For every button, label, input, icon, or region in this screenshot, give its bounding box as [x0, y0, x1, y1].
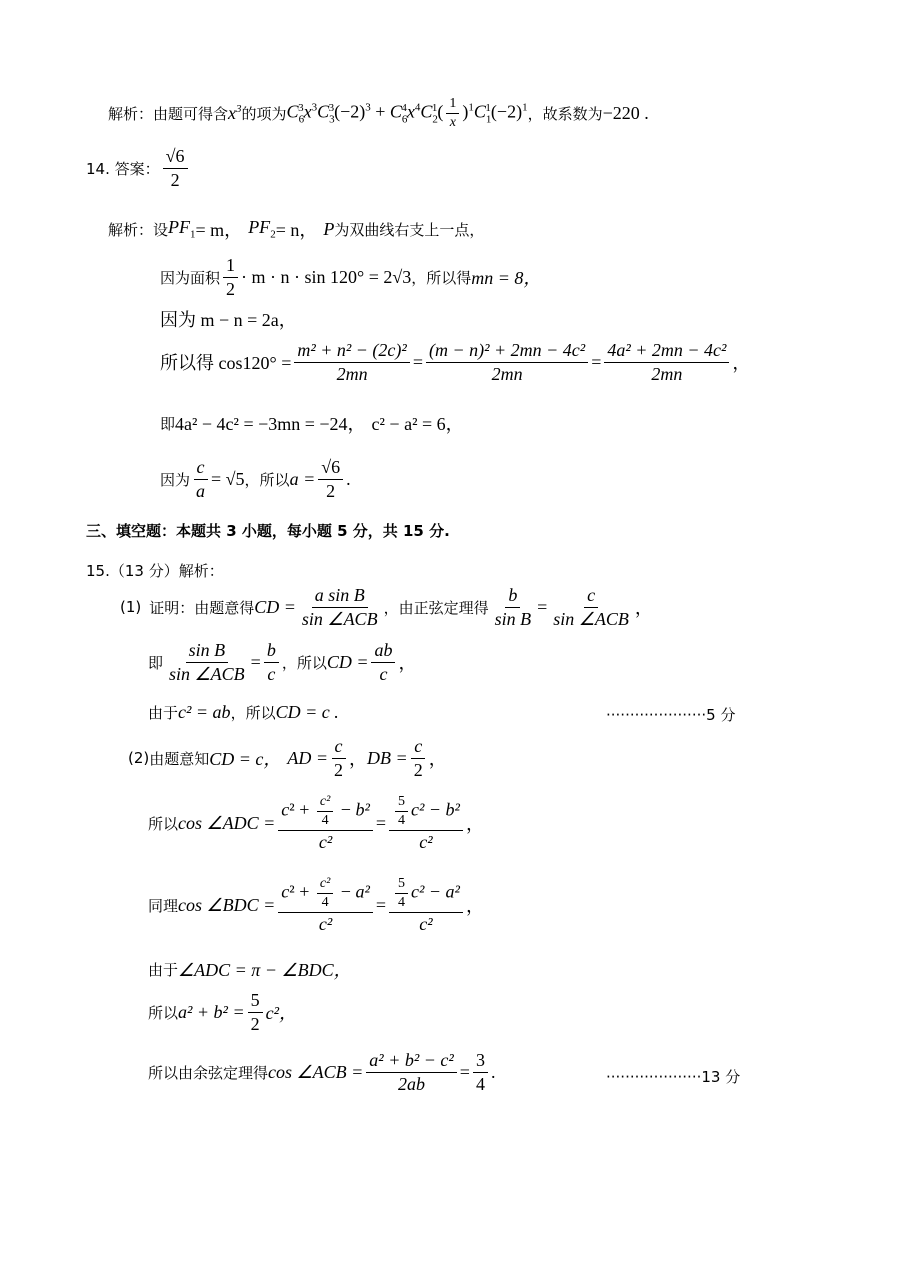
- end-text: ，故系数为: [527, 105, 603, 124]
- cos120-label: 所以得 cos120° =: [160, 353, 292, 374]
- fraction-3: $\frac{\text{4a² + 2mn − 4c²}}{2mn}$: [604, 340, 729, 384]
- text: ，所以: [281, 653, 327, 672]
- q15-cos-bdc: 同理 cos ∠BDC = c² + $\frac{\text{c²}}{4}$ − a² c² = $\frac{5}{4}$ c² − a² c² ，: [148, 876, 484, 935]
- q13-analysis-line: [108, 96, 649, 131]
- q15-cos-acb: 所以由余弦定理得 cos ∠ACB = $\frac{\text{a² + b² − c²}}{2ab}$ = $\frac{3}{4}$ .: [148, 1050, 496, 1094]
- part-label: (2): [128, 749, 150, 768]
- db-equals: DB =: [367, 747, 408, 768]
- cd-equals: CD =: [254, 596, 296, 617]
- half-fraction: $\frac{1}{2}$: [223, 255, 238, 299]
- sqrt5: = √5: [211, 468, 245, 489]
- point-p: P: [323, 218, 335, 239]
- q15-p2-line1: (2) 由题意知 CD = c， AD = $\frac{c}{2}$ ， DB = $\frac{c}{2}$ ，: [128, 736, 447, 780]
- fraction-3-4: $\frac{3}{4}$: [473, 1050, 488, 1094]
- fraction-ab-over-c: $\frac{ab}{c}$: [371, 640, 395, 684]
- period: .: [346, 468, 351, 489]
- text: 证明：由题意得: [149, 598, 255, 617]
- eq2: = n，: [275, 220, 318, 240]
- fraction-cosine-law: $\frac{\text{a² + b² − c²}}{2ab}$: [366, 1050, 456, 1094]
- text: 由于: [148, 704, 179, 722]
- cd-equals-c: CD = c，: [209, 749, 282, 770]
- q15-angle-relation: [148, 956, 352, 982]
- text: 即: [148, 653, 164, 672]
- section-title: 三、填空题：本题共 3 小题，每小题 5 分，共 15 分.: [86, 522, 450, 540]
- c-over-a: $\frac{c}{a}$: [193, 457, 208, 501]
- fraction-cd: $\frac{\text{a sin B}}{\text{sin ∠ACB}}$: [301, 585, 378, 629]
- q15-sum-squares: [148, 990, 297, 1034]
- q14-line1: [108, 216, 484, 242]
- mn-value: mn = 8，: [471, 268, 542, 289]
- c-squared: c²，: [265, 1003, 297, 1024]
- analysis-label: 解析：: [108, 220, 154, 239]
- q15-cos-adc: 所以 cos ∠ADC = c² + $\frac{\text{c²}}{4}$ − b² c² = $\frac{5}{4}$ c² − b² c² ，: [148, 794, 484, 853]
- cos-adc-label: cos ∠ADC =: [178, 812, 276, 833]
- q14-line5: [160, 410, 464, 436]
- fraction-b: $\frac{b}{\text{sin B}}$: [494, 585, 532, 629]
- text: ，由正弦定理得: [383, 598, 489, 617]
- text: 因为: [160, 470, 191, 489]
- text: 设: [153, 220, 169, 239]
- score-marker-5: ·····················5 分: [606, 706, 736, 724]
- fraction-c2: $\frac{c}{2}$: [331, 736, 346, 780]
- analysis-text: 由题可得含: [153, 105, 229, 124]
- q14-line3: [160, 306, 297, 332]
- text: ，所以: [230, 704, 276, 722]
- text: 同理: [148, 896, 179, 915]
- q15-p1-line1: (1) 证明：由题意得 CD = $\frac{\text{a sin B}}{\text{sin ∠ACB}}$ ，由正弦定理得 $\frac{b}{\text{sin B}}$ = $\frac{c}{\text{sin ∠ACB}}$ ，: [120, 585, 653, 629]
- q14-answer: $\frac{√6}{2}$: [163, 146, 188, 190]
- fraction-c2: $\frac{c}{2}$: [411, 736, 426, 780]
- cos-bdc-label: cos ∠BDC =: [178, 894, 276, 915]
- fraction-c: $\frac{c}{\text{sin ∠ACB}}$: [553, 585, 629, 629]
- text: ，所以得: [411, 268, 472, 287]
- text: 所以: [148, 1003, 179, 1022]
- q14-line2: [160, 255, 541, 299]
- eq1: = m，: [195, 220, 243, 240]
- q14-line4: 所以得 cos120° = $\frac{\text{m² + n² − (2c)²}}{2mn}$ = $\frac{\text{(m − n)² + 2mn − 4c²}}{2mn}$ = $\frac{\text{4a² + 2mn − 4c²}}{2mn}$ ，: [160, 340, 751, 384]
- cd-equals-c: CD = c .: [275, 702, 339, 722]
- a-value: $\frac{√6}{2}$: [318, 457, 343, 501]
- fraction-5-2: $\frac{5}{2}$: [248, 990, 263, 1034]
- q15-p1-line2: 即 $\frac{\text{sin B}}{\text{sin ∠ACB}}$ = $\frac{b}{c}$ ，所以 CD = $\frac{ab}{c}$ ，: [148, 640, 417, 684]
- q15-label: 15.（13 分）解析：: [86, 562, 224, 580]
- sum-squares: a² + b² =: [178, 1001, 245, 1022]
- fraction-adc-2: $\frac{5}{4}$ c² − b² c²: [389, 794, 463, 853]
- text: ，所以: [244, 470, 290, 489]
- pf2: $PF_2$: [248, 217, 276, 241]
- fraction-b-over-c: $\frac{b}{c}$: [264, 640, 279, 684]
- cd-equals: CD =: [326, 651, 369, 672]
- angle-equation: ∠ADC = π − ∠BDC，: [178, 960, 352, 980]
- binomial-expression: $C_6^3x^3C_3^3(-2)^3 + C_6^4x^4C_2^1$( $\frac{1}{x}$ )$^1C_1^1(-2)^1$: [286, 96, 528, 131]
- area-expression: · m · n · sin 120° = 2√3: [241, 266, 412, 287]
- text: 即: [160, 414, 176, 433]
- coefficient-result: −220 .: [602, 103, 649, 124]
- q15-header: [86, 560, 224, 581]
- q15-p1-line3: [148, 702, 339, 723]
- ad-equals: AD =: [287, 747, 329, 768]
- fraction-bdc-1: c² + $\frac{\text{c²}}{4}$ − a² c²: [278, 876, 373, 935]
- equation: c² − a² = 6，: [371, 414, 464, 434]
- score-marker-13: ····················13 分: [606, 1068, 741, 1086]
- text: 所以由余弦定理得: [148, 1063, 269, 1082]
- fraction-adc-1: c² + $\frac{\text{c²}}{4}$ − b² c²: [278, 794, 373, 853]
- q14-header: [86, 146, 191, 190]
- text: 由于: [148, 960, 179, 979]
- equation: 4a² − 4c² = −3mn = −24，: [175, 414, 366, 434]
- m-minus-n: 因为 m − n = 2a，: [160, 310, 297, 330]
- text: 由题意知: [149, 749, 210, 768]
- part-label: (1): [120, 598, 142, 617]
- fraction-1: $\frac{\text{m² + n² − (2c)²}}{2mn}$: [294, 340, 409, 384]
- text: 所以: [148, 814, 179, 833]
- a-equals: a =: [289, 468, 316, 489]
- q14-line6: [160, 457, 351, 501]
- fraction-bdc-2: $\frac{5}{4}$ c² − a² c²: [389, 876, 463, 935]
- c-squared-ab: c² = ab: [178, 702, 231, 722]
- section3-title: [86, 520, 450, 541]
- fraction-sinb: $\frac{\text{sin B}}{\text{sin ∠ACB}}$: [169, 640, 245, 684]
- text: 因为面积: [160, 268, 221, 287]
- line1-rest: 为双曲线右支上一点，: [334, 220, 485, 239]
- fraction-2: $\frac{\text{(m − n)² + 2mn − 4c²}}{2mn}$: [426, 340, 588, 384]
- x-cubed: $x^3$: [228, 103, 242, 124]
- pf1: $PF_1$: [168, 217, 196, 241]
- cos-acb-label: cos ∠ACB =: [268, 1061, 364, 1082]
- q14-label: 14. 答案：: [86, 159, 160, 178]
- mid-text: 的项为: [241, 105, 287, 124]
- analysis-label: 解析：: [108, 105, 154, 124]
